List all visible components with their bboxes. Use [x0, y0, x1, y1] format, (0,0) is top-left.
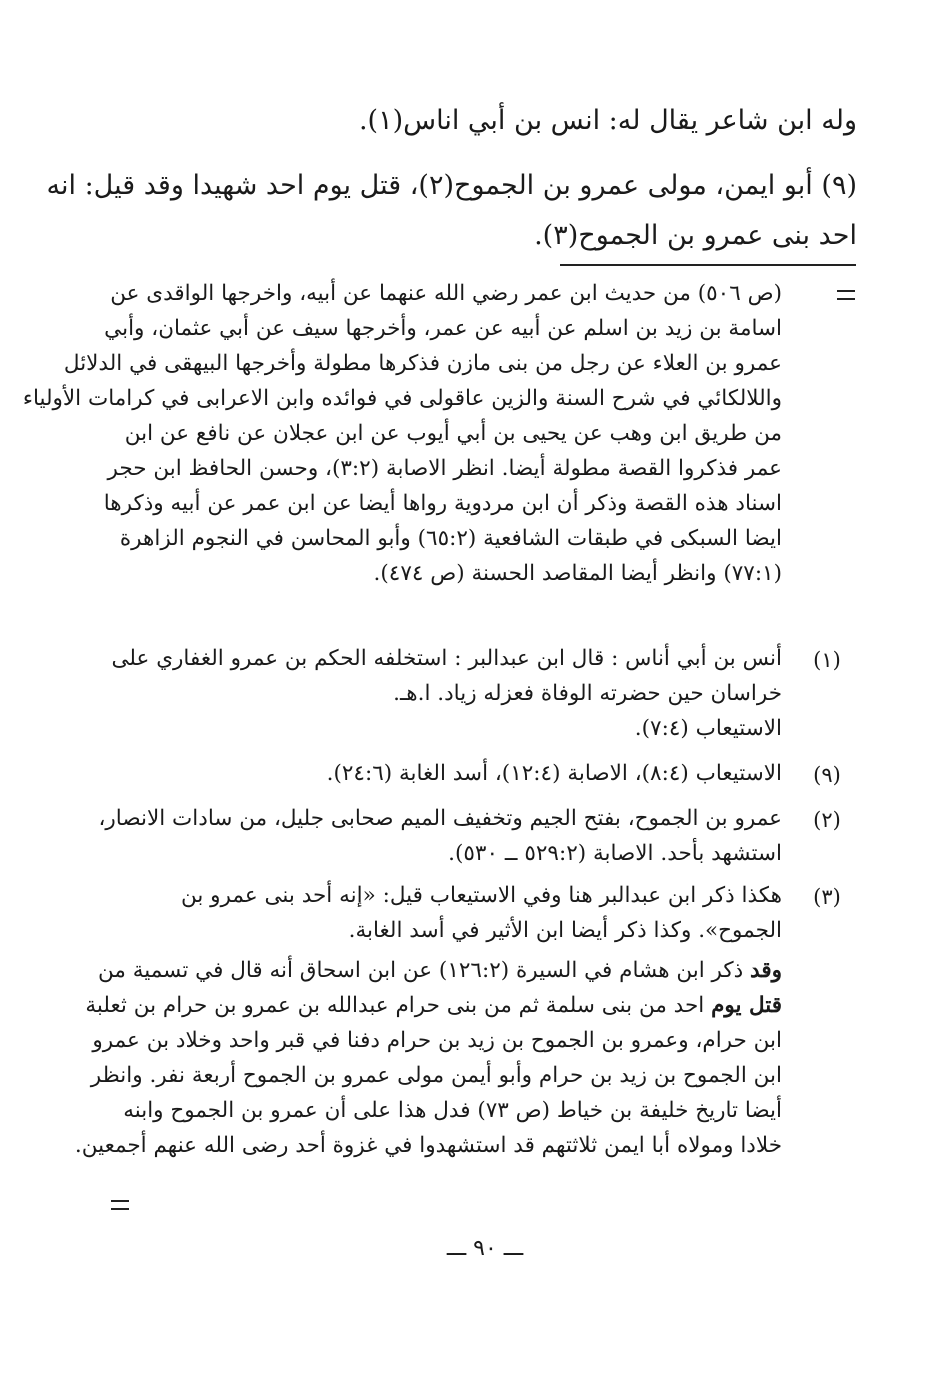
footnote-marker-9: (٩): [813, 763, 841, 787]
line-text: ابن حرام، وعمرو بن الجموح بن زيد بن حرام دفنا في قبر واحد وخلاد بن عمرو: [92, 1028, 782, 1053]
note3-cont-line-6: [74, 1133, 782, 1159]
line-text: ابن الجموح بن زيد بن حرام وأبو أيمن مولى عمرو بن الجموح أربعة نفر. وانظر: [90, 1063, 782, 1088]
end-double-dash-icon: [111, 1200, 129, 1210]
note3-line-2: الجموح». وكذا ذكر أيضا ابن الأثير في أسد الغابة.: [348, 918, 782, 943]
line-text: ذكر ابن هشام في السيرة (١٢٦:٢) عن ابن اسحاق أنه قال في تسمية من: [98, 958, 751, 983]
footnote-marker-2: (٢): [813, 808, 841, 832]
star-note-line-8: ايضا السبكى في طبقات الشافعية (٦٥:٢) وأبو المحاسن في النجوم الزاهرة: [119, 526, 782, 551]
note9-line-1: الاستيعاب (٨:٤)، الاصابة (١٢:٤)، أسد الغابة (٢٤:٦).: [326, 761, 782, 786]
star-note-line-6: عمر فذكروا القصة مطولة أيضا. انظر الاصابة (٣:٢)، وحسن الحافظ ابن حجر: [107, 456, 782, 481]
note1-line-1: أنس بن أبي أناس : قال ابن عبدالبر : استخلفه الحكم بن عمرو الغفاري على: [111, 646, 782, 671]
footnote-marker-1: (١): [813, 648, 841, 672]
star-note-line-9: (٧٧:١) وانظر أيضا المقاصد الحسنة (ص ٤٧٤).: [373, 561, 782, 586]
bold-lead: قتل يوم: [711, 993, 782, 1018]
star-note-line-2: اسامة بن زيد بن اسلم عن أبيه عن عمر، وأخرجها سيف عن أبي عثمان، وأبي: [104, 316, 782, 341]
star-note-line-1: (ص ٥٠٦) من حديث ابن عمر رضي الله عنهما عن أبيه، واخرجها الواقدى عن: [110, 281, 782, 306]
note3-cont-line-3: [92, 1028, 782, 1054]
star-note-line-4: واللالكائي في شرح السنة والزين عاقولى في فوائده وابن الاعرابى في كرامات الأولياء: [22, 386, 782, 411]
star-note-line-7: اسناد هذه القصة وذكر أن ابن مردوية رواها أيضا عن ابن عمر عن أبيه وذكرها: [103, 491, 782, 516]
line-text: خلادا ومولاه أبا ايمن ثلاثتهم قد استشهدوا في غزوة أحد رضى الله عنهم أجمعين.: [74, 1133, 782, 1158]
note1-line-2: خراسان حين حضرته الوفاة فعزله زياد. ا.هـ.: [393, 681, 782, 706]
note3-cont-line-2: [85, 993, 782, 1019]
bold-lead: وقد: [750, 958, 782, 983]
double-dash-marker-icon: [837, 290, 855, 300]
line-text: احد من بنى سلمة ثم من بنى حرام عبدالله بن عمرو بن حرام بن ثعلبة: [85, 993, 712, 1018]
note2-line-2: استشهد بأحد. الاصابة (٥٢٩:٢ ــ ٥٣٠).: [448, 841, 782, 866]
body-line-2: (٩) أبو ايمن، مولى عمرو بن الجموح(٢)، قتل يوم احد شهيدا وقد قيل: انه: [46, 170, 857, 201]
footnote-marker-3: (٣): [813, 885, 841, 909]
footnote-separator: [560, 264, 856, 266]
note3-line-1: هكذا ذكر ابن عبدالبر هنا وفي الاستيعاب قيل: «إنه أحد بنى عمرو بن: [180, 883, 782, 908]
page-number: ـــ ٩٠ ـــ: [446, 1236, 524, 1261]
note3-cont-line-1: [98, 958, 782, 984]
line-text: أيضا تاريخ خليفة بن خياط (ص ٧٣) فدل هذا على أن عمرو بن الجموح وابنه: [123, 1098, 782, 1123]
body-line-1: وله ابن شاعر يقال له: انس بن أبي اناس(١).: [358, 105, 857, 136]
note3-cont-line-5: [104, 1098, 782, 1124]
star-note-line-5: من طريق ابن وهب عن يحيى بن أبي أيوب عن ابن عجلان عن نافع عن ابن: [124, 421, 782, 446]
body-line-3: احد بنى عمرو بن الجموح(٣).: [534, 220, 857, 251]
note3-cont-line-4: [90, 1063, 782, 1089]
note2-line-1: عمرو بن الجموح، بفتح الجيم وتخفيف الميم صحابى جليل، من سادات الانصار،: [98, 806, 782, 831]
star-note-line-3: عمرو بن العلاء عن رجل من بنى مازن فذكرها مطولة وأخرجها البيهقى في الدلائل: [63, 351, 782, 376]
note1-line-3: الاستيعاب (٧:٤).: [634, 716, 782, 741]
